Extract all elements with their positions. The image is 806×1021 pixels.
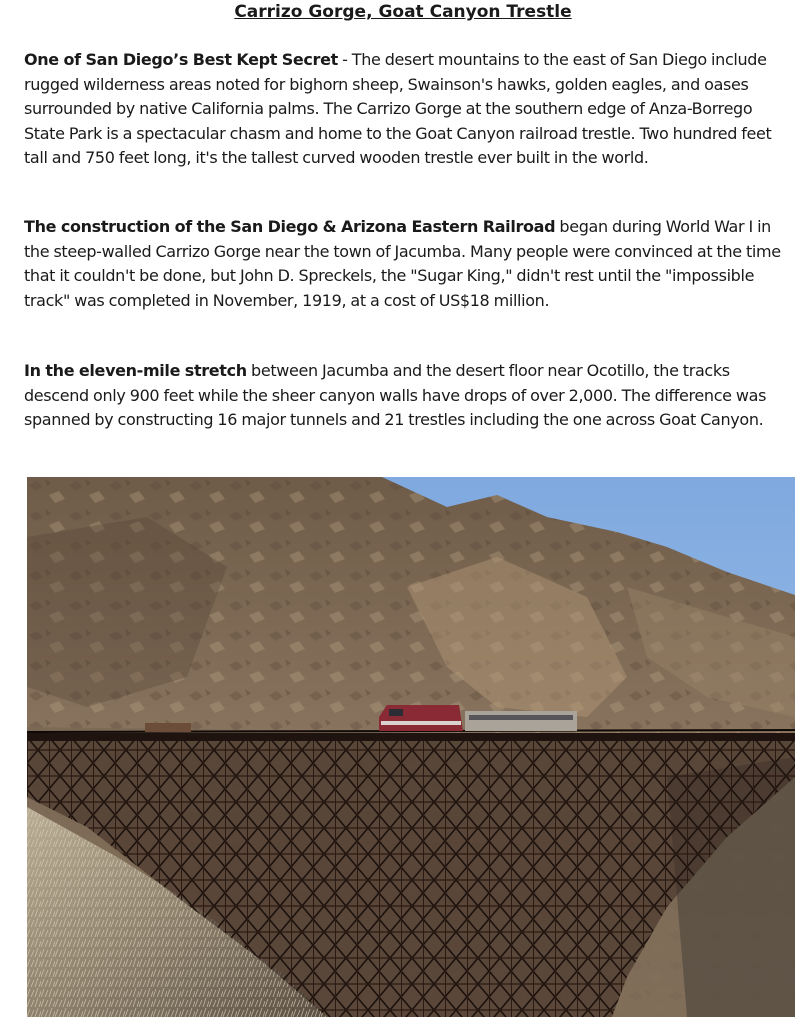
paragraph-body: - The desert mountains to the east of San Diego include rugged wilderness areas noted for bighorn sheep, Swainson's hawks, golden eagles, and oases surrounded by native California palms. The Carrizo Gorge at the southern edge of Anza-Borrego State Park is a spectacular chasm and home to the Goat Canyon railroad trestle. Two hundred feet tall and 750 feet long, it's the tallest curved wooden trestle ever built in the world.	[24, 50, 772, 167]
paragraph-body: began during World War I in the steep-walled Carrizo Gorge near the town of Jacumba. Many people were convinced at the time that it couldn't be done, but John D. Spreckels, the "Sugar King," didn't rest until the "impossible track" was completed in November, 1919, at a cost of US$18 million.	[24, 217, 781, 310]
trestle-photo-illustration	[27, 477, 795, 1017]
paragraph-body: between Jacumba and the desert floor near Ocotillo, the tracks descend only 900 feet while the sheer canyon walls have drops of over 2,000. The difference was spanned by constructing 16 major tunnels and 21 trestles including the one across Goat Canyon.	[24, 361, 767, 429]
paragraph-construction	[24, 215, 792, 313]
passenger-car-windows	[469, 715, 573, 720]
page-title: Carrizo Gorge, Goat Canyon Trestle	[234, 2, 572, 22]
locomotive-window	[389, 709, 403, 716]
paragraph-best-kept-secret	[24, 48, 792, 171]
locomotive-stripe	[381, 721, 461, 725]
paragraph-lead: In the eleven-mile stretch	[24, 361, 247, 380]
paragraph-lead: The construction of the San Diego & Arizona Eastern Railroad	[24, 217, 556, 236]
railcar-left	[145, 723, 191, 732]
paragraph-lead: One of San Diego’s Best Kept Secret	[24, 50, 338, 69]
paragraph-eleven-mile	[24, 359, 792, 433]
passenger-car	[465, 711, 577, 731]
trestle-photo	[27, 477, 795, 1017]
locomotive	[379, 705, 463, 731]
trestle-deck	[27, 733, 795, 741]
